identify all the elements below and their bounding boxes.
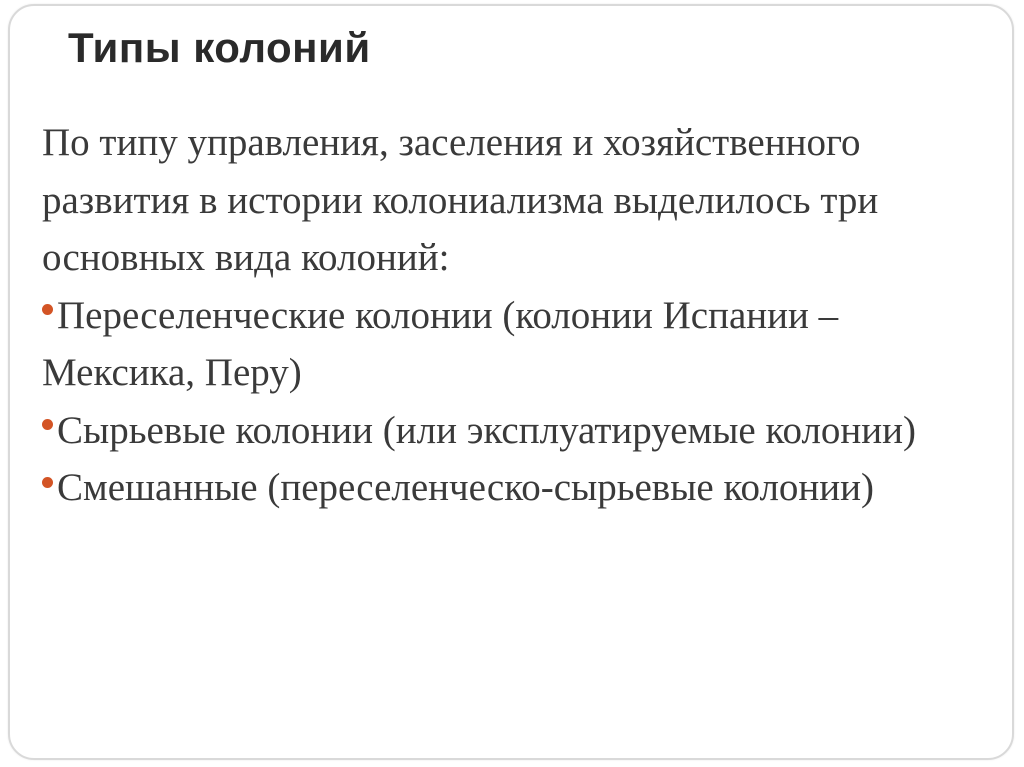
- slide-frame: [8, 4, 1014, 760]
- bullet-dot-icon: [42, 304, 53, 315]
- list-item: [42, 287, 992, 402]
- bullet-text: Переселенческие колонии (колонии Испании – Мексика, Перу): [42, 293, 839, 394]
- list-item: [42, 402, 992, 460]
- bullet-list: [42, 287, 992, 517]
- slide-title: Типы колоний: [68, 24, 371, 71]
- bullet-text: Смешанные (переселенческо-сырьевые колонии): [57, 466, 875, 509]
- bullet-dot-icon: [42, 419, 53, 430]
- list-item: [42, 459, 992, 517]
- bullet-dot-icon: [42, 477, 53, 488]
- intro-paragraph: По типу управления, заселения и хозяйственного развития в истории колониализма выделилось три основных вида колоний:: [42, 121, 879, 279]
- bullet-text: Сырьевые колонии (или эксплуатируемые колонии): [57, 408, 917, 452]
- slide-content: [42, 114, 992, 517]
